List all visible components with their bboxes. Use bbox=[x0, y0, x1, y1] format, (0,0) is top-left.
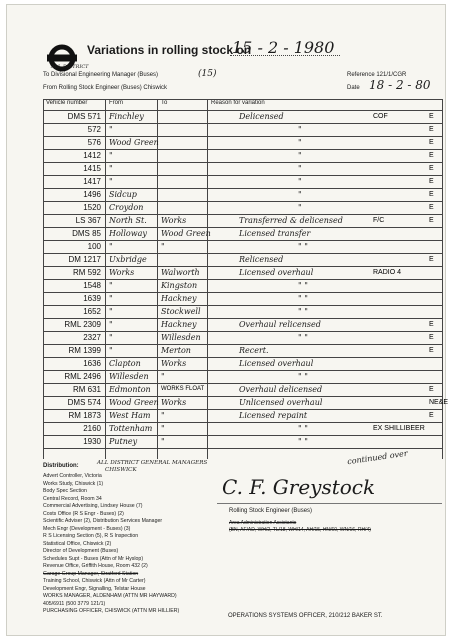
to-cell: " bbox=[161, 411, 165, 420]
continued-over-note: continued over bbox=[346, 448, 409, 467]
vehicle-number-cell: 1548 bbox=[83, 281, 101, 290]
distribution-item: Development Engr, Signalling, Telstar House bbox=[43, 585, 146, 592]
from-cell: " bbox=[109, 151, 113, 160]
note-cell: F/C bbox=[373, 217, 385, 224]
reason-cell: " bbox=[298, 177, 302, 186]
to-cell: Works bbox=[161, 359, 187, 368]
reason-cell: Overhaul relicensed bbox=[239, 320, 321, 329]
to-cell: " bbox=[161, 372, 165, 381]
reason-cell: " " bbox=[298, 307, 308, 316]
to-cell: Works bbox=[161, 216, 187, 225]
from-cell: Finchley bbox=[109, 112, 144, 121]
distribution-list bbox=[43, 473, 218, 616]
distribution-item: Body Spec Section bbox=[43, 488, 87, 494]
reason-cell: Recert. bbox=[239, 346, 269, 355]
to-cell: Merton bbox=[161, 346, 191, 355]
row-rule bbox=[43, 279, 443, 280]
reason-cell: Delicensed bbox=[239, 112, 284, 121]
vehicle-number-cell: DMS 85 bbox=[72, 229, 101, 238]
flag-cell: E bbox=[429, 139, 434, 146]
vehicle-number-cell: RM 1399 bbox=[68, 346, 101, 355]
to-line: To Divisional Engineering Manager (Buses) bbox=[43, 72, 159, 78]
to-cell: " bbox=[161, 242, 165, 251]
date-dotted-line bbox=[230, 55, 340, 56]
from-cell: Uxbridge bbox=[109, 255, 147, 264]
from-cell: " bbox=[109, 307, 113, 316]
from-cell: Wood Green bbox=[109, 138, 159, 147]
operations-officer: OPERATIONS SYSTEMS OFFICER, 210/212 BAKER ST. bbox=[228, 613, 383, 619]
reason-cell: " bbox=[298, 203, 302, 212]
flag-cell: E bbox=[429, 334, 434, 341]
reason-cell: " bbox=[298, 125, 302, 134]
from-cell: Works bbox=[109, 268, 135, 277]
note-cell: EX SHILLIBEER bbox=[373, 425, 425, 432]
to-handwritten-note: ALL DISTRICT bbox=[51, 64, 89, 70]
vehicle-number-cell: DMS 574 bbox=[67, 398, 101, 407]
vehicle-number-cell: 1930 bbox=[83, 437, 101, 446]
flag-cell: E bbox=[429, 126, 434, 133]
from-cell: Willesden bbox=[109, 372, 149, 381]
vehicle-number-cell: 576 bbox=[87, 138, 101, 147]
vehicle-number-cell: 572 bbox=[87, 125, 101, 134]
reason-cell: " " bbox=[298, 294, 308, 303]
vehicle-number-cell: LS 367 bbox=[75, 216, 101, 225]
distribution-item: Mech Engr (Development - Buses) (3) bbox=[43, 525, 131, 532]
row-rule bbox=[43, 448, 443, 449]
from-cell: " bbox=[109, 164, 113, 173]
row-rule bbox=[43, 305, 443, 306]
from-cell: Croydon bbox=[109, 203, 144, 212]
row-rule bbox=[43, 175, 443, 176]
reason-cell: " " bbox=[298, 333, 308, 342]
date-value: 18 - 2 - 80 bbox=[369, 78, 431, 92]
vehicle-number-cell: 1652 bbox=[83, 307, 101, 316]
reason-cell: Unlicensed overhaul bbox=[239, 398, 323, 407]
distribution-item: Statistical Office, Chiswick (2) bbox=[43, 540, 112, 547]
vehicle-number-cell: 1417 bbox=[83, 177, 101, 186]
reason-cell: " bbox=[298, 164, 302, 173]
reason-cell: " bbox=[298, 138, 302, 147]
from-cell: Holloway bbox=[109, 229, 147, 238]
variations-table bbox=[43, 99, 449, 459]
reason-cell: " " bbox=[298, 437, 308, 446]
to-cell: WORKS FLOAT bbox=[161, 386, 205, 392]
flag-cell: E bbox=[429, 256, 434, 263]
from-cell: Wood Green bbox=[109, 398, 159, 407]
row-rule bbox=[43, 435, 443, 436]
vehicle-number-cell: 1636 bbox=[83, 359, 101, 368]
reason-cell: " " bbox=[298, 372, 308, 381]
row-rule bbox=[43, 162, 443, 163]
document-sheet bbox=[6, 4, 449, 636]
reason-cell: " bbox=[298, 151, 302, 160]
from-cell: Sidcup bbox=[109, 190, 137, 199]
distribution-item: Revenue Office, Griffith House, Room 432 (2) bbox=[43, 563, 148, 569]
distribution-item: Costs Office (R S Engr - Buses) (2) bbox=[43, 510, 124, 517]
signature-rule bbox=[217, 503, 442, 504]
vehicle-number-cell: RM 631 bbox=[72, 385, 101, 394]
distribution-item: 405/6911 (500 3779 121/1) bbox=[43, 600, 106, 607]
distribution-item: Scientific Adviser (2), Distribution Services Manager bbox=[43, 518, 163, 524]
distribution-item: Central Record, Room 34 bbox=[43, 495, 102, 502]
to-cell: Walworth bbox=[161, 268, 200, 277]
from-cell: " bbox=[109, 294, 113, 303]
distribution-item: Garage Group Manager, Stratford Station bbox=[43, 570, 139, 577]
row-rule bbox=[43, 370, 443, 371]
distribution-item: WORKS MANAGER, ALDENHAM (ATTN MR HAYWARD) bbox=[43, 593, 177, 599]
vehicle-number-cell: 1520 bbox=[83, 203, 101, 212]
vehicle-number-cell: 1415 bbox=[83, 164, 101, 173]
reason-cell: " " bbox=[298, 424, 308, 433]
handwritten-date: 15 - 2 - 1980 bbox=[232, 38, 335, 57]
flag-cell: E bbox=[429, 191, 434, 198]
to-cell: Hackney bbox=[161, 294, 197, 303]
distribution-item: Schedules Supt - Buses (Attn of Mr Hyslop) bbox=[43, 555, 144, 562]
to-cell: " bbox=[161, 424, 165, 433]
col-header-reason: Reason for variation bbox=[211, 100, 265, 106]
reason-cell: " " bbox=[298, 281, 308, 290]
flag-cell: E bbox=[429, 412, 434, 419]
reason-cell: " bbox=[298, 190, 302, 199]
to-cell: Stockwell bbox=[161, 307, 201, 316]
row-rule bbox=[43, 331, 443, 332]
from-cell: " bbox=[109, 242, 113, 251]
to-cell: " bbox=[161, 437, 165, 446]
reference-label: Reference 121/1/CGR bbox=[347, 72, 407, 78]
from-cell: Putney bbox=[109, 437, 138, 446]
row-rule bbox=[43, 99, 443, 100]
from-cell: Tottenham bbox=[109, 424, 153, 433]
vehicle-number-cell: RM 1873 bbox=[68, 411, 101, 420]
from-cell: " bbox=[109, 320, 113, 329]
to-cell: Hackney bbox=[161, 320, 197, 329]
distribution-item: PURCHASING OFFICER, CHISWICK (ATTN MR HILLIER) bbox=[43, 608, 180, 614]
from-cell: Edmonton bbox=[109, 385, 151, 394]
to-cell: Works bbox=[161, 398, 187, 407]
reason-cell: " " bbox=[298, 242, 308, 251]
note-cell: RADIO 4 bbox=[373, 269, 402, 276]
distribution-item: Training School, Chiswick (Attn of Mr Carter) bbox=[43, 578, 146, 584]
row-rule bbox=[43, 123, 443, 124]
document-title: Variations in rolling stock on bbox=[87, 43, 252, 57]
distribution-item: Commercial Advertising, Lindsey House (7) bbox=[43, 503, 143, 509]
col-header-from: From bbox=[109, 100, 123, 106]
signature-caption: Rolling Stock Engineer (Buses) bbox=[229, 508, 313, 514]
row-rule bbox=[43, 292, 443, 293]
flag-cell: E bbox=[429, 113, 434, 120]
row-rule bbox=[43, 240, 443, 241]
vehicle-number-cell: 1639 bbox=[83, 294, 101, 303]
vehicle-number-cell: DMS 571 bbox=[67, 112, 101, 121]
area-admin-codes: (BN, AF/AD, WH/2, TL/18, WH/14, AH/15, HN/60, WN/16, RH/4) bbox=[229, 527, 371, 533]
col-header-vehicle: Vehicle number bbox=[46, 100, 88, 106]
vehicle-number-cell: 2327 bbox=[83, 333, 101, 342]
distribution-heading-note2: CHISWICK bbox=[105, 467, 137, 473]
flag-cell: E bbox=[429, 321, 434, 328]
vehicle-number-cell: 2160 bbox=[83, 424, 101, 433]
note-cell: COF bbox=[373, 113, 388, 120]
date-label: Date bbox=[347, 85, 360, 91]
distribution-item: Works Study, Chiswick (1) bbox=[43, 480, 104, 487]
flag-cell: E bbox=[429, 178, 434, 185]
from-cell: " bbox=[109, 333, 113, 342]
flag-cell: E bbox=[429, 347, 434, 354]
row-rule bbox=[43, 149, 443, 150]
signature: C. F. Greystock bbox=[222, 475, 376, 499]
reason-cell: Relicensed bbox=[239, 255, 284, 264]
distribution-heading: Distribution: bbox=[43, 463, 79, 469]
from-cell: " bbox=[109, 125, 113, 134]
reason-cell: Licensed repaint bbox=[239, 411, 308, 420]
vehicle-number-cell: 1412 bbox=[83, 151, 101, 160]
from-cell: Clapton bbox=[109, 359, 141, 368]
reason-cell: Licensed overhaul bbox=[239, 268, 314, 277]
from-cell: West Ham bbox=[109, 411, 151, 420]
from-cell: North St. bbox=[109, 216, 147, 225]
vehicle-number-cell: RML 2496 bbox=[64, 372, 101, 381]
reason-cell: Licensed overhaul bbox=[239, 359, 314, 368]
vehicle-number-cell: 100 bbox=[87, 242, 101, 251]
distribution-item: R S Licensing Section (5), R S Inspection bbox=[43, 533, 139, 539]
distribution-item: Advert Controller, Victoria bbox=[43, 473, 102, 479]
to-cell: Willesden bbox=[161, 333, 201, 342]
reason-cell: Transferred & delicensed bbox=[239, 216, 343, 225]
from-cell: " bbox=[109, 177, 113, 186]
to-cell: Kingston bbox=[161, 281, 198, 290]
from-cell: " bbox=[109, 346, 113, 355]
flag-cell: NE&E bbox=[429, 399, 449, 406]
reason-cell: Licensed transfer bbox=[239, 229, 311, 238]
vehicle-number-cell: DM 1217 bbox=[68, 255, 101, 264]
area-admin-line: Area Administration Assistants bbox=[229, 520, 297, 526]
distribution-heading-note: ALL DISTRICT GENERAL MANAGERS bbox=[97, 460, 208, 466]
flag-cell: E bbox=[429, 152, 434, 159]
to-cell: Wood Green bbox=[161, 229, 211, 238]
row-rule bbox=[43, 201, 443, 202]
vehicle-number-cell: RM 592 bbox=[72, 268, 101, 277]
vehicle-number-cell: 1496 bbox=[83, 190, 101, 199]
col-header-to: To bbox=[161, 100, 168, 106]
from-line: From Rolling Stock Engineer (Buses) Chiswick bbox=[43, 85, 168, 91]
flag-cell: E bbox=[429, 386, 434, 393]
flag-cell: E bbox=[429, 165, 434, 172]
row-rule bbox=[43, 188, 443, 189]
flag-cell: E bbox=[429, 217, 434, 224]
row-rule bbox=[43, 136, 443, 137]
distribution-item: Director of Development (Buses) bbox=[43, 548, 119, 554]
sheet-number: (15) bbox=[198, 69, 217, 79]
reason-cell: Overhaul delicensed bbox=[239, 385, 323, 394]
from-cell: " bbox=[109, 281, 113, 290]
vehicle-number-cell: RML 2309 bbox=[64, 320, 101, 329]
flag-cell: E bbox=[429, 204, 434, 211]
